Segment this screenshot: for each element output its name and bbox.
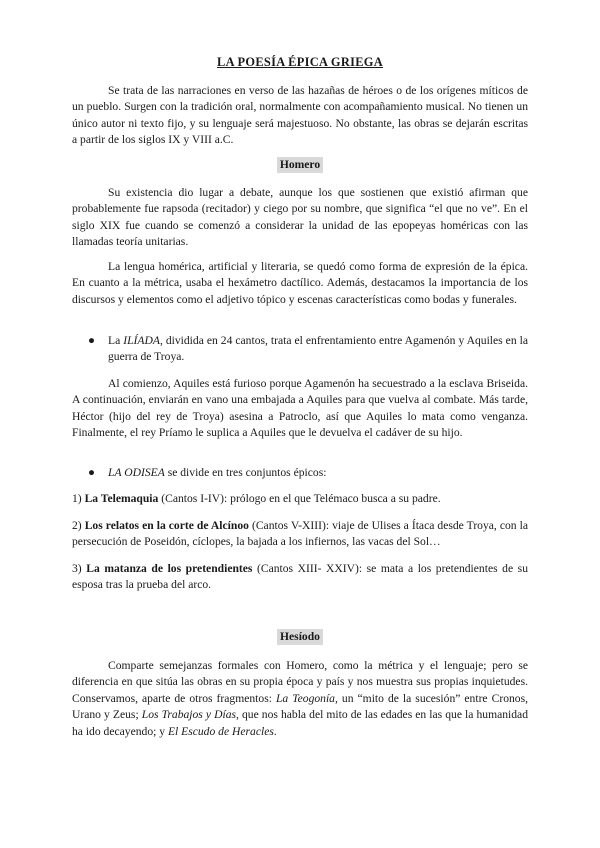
bullet-icon: ● (88, 466, 96, 479)
hesiodo-paragraph: Comparte semejanzas formales con Homero, como la métrica y el lenguaje; pero se diferencia en que sitúa las obras en su propia época y país y nos muestra sus propias inquietudes. Conservamos, aparte de otros fragmentos: La Teogonía, un “mito de la sucesión” entre Cronos, Urano y Zeus; Los Trabajos y Días, que nos habla del mito de las edades en las que la humanidad ha ido decayendo; y El Escudo de Heracles. (72, 659, 528, 738)
homero-paragraph-3: Al comienzo, Aquiles está furioso porque Agamenón ha secuestrado a la esclava Briseida. A continuación, enviarán en vano una embajada a Aquiles para que vuelva al combate. Más tarde, Héctor (hijo del rey de Troya) asesina a Patroclo, así que Aquiles lo mata como venganza. Finalmente, el rey Príamo le suplica a Aquiles que le devuelva el cadáver de su hijo. (72, 377, 528, 440)
bullet-icon: ● (88, 334, 96, 347)
work-title-trabajos: Los Trabajos y Días (141, 708, 237, 722)
odisea-part-2: 2) Los relatos en la corte de Alcínoo (Cantos V-XIII): viaje de Ulises a Ítaca desde Troya, con la persecución de Poseidón, cíclopes, la bajada a los infiernos, las vacas del Sol… (72, 519, 528, 549)
homero-paragraph-1: Su existencia dio lugar a debate, aunque los que sostienen que existió afirman que probablemente fue rapsoda (recitador) y ciego por su nombre, que significa “el que no ve”. En el siglo XIX fue cuando se comenzó a considerar la unidad de las epopeyas homéricas con las llamadas teoría unitarias. (72, 186, 528, 249)
section-heading-hesiodo: Hesíodo (72, 629, 528, 645)
intro-paragraph: Se trata de las narraciones en verso de las hazañas de héroes o de los orígenes míticos de un pueblo. Surgen con la tradición oral, normalmente con acompañamiento musical. No tienen un único autor ni texto fijo, y su lenguaje será majestuoso. No obstante, las obras se dejarán escritas a partir de los siglos IX y VIII a.C. (72, 84, 528, 147)
work-title-iliada: ILÍADA (123, 334, 160, 347)
list-item-odisea: ● LA ODISEA se divide en tres conjuntos épicos: (72, 465, 528, 481)
odisea-part-1: 1) La Telemaquia (Cantos I-IV): prólogo en el que Telémaco busca a su padre. (72, 492, 441, 505)
odisea-part-3: 3) La matanza de los pretendientes (Cantos XIII- XXIV): se mata a los pretendientes de su esposa tras la prueba del arco. (72, 562, 528, 592)
section-heading-homero: Homero (72, 157, 528, 173)
document-title: LA POESÍA ÉPICA GRIEGA (217, 55, 383, 69)
list-item-iliada: ● La ILÍADA, dividida en 24 cantos, trata el enfrentamiento entre Agamenón y Aquiles en la guerra de Troya. (88, 334, 528, 364)
homero-paragraph-2: La lengua homérica, artificial y literaria, se quedó como forma de expresión de la épica. En cuanto a la métrica, usaba el hexámetro dactílico. Además, destacamos la importancia de los discursos y elementos como el adjetivo tópico y escenas características como bodas y funerales. (72, 260, 528, 306)
work-title-teogonia: La Teogonía (275, 691, 335, 705)
work-title-odisea: LA ODISEA (108, 466, 165, 479)
work-title-escudo: El Escudo de Heracles (167, 724, 274, 738)
